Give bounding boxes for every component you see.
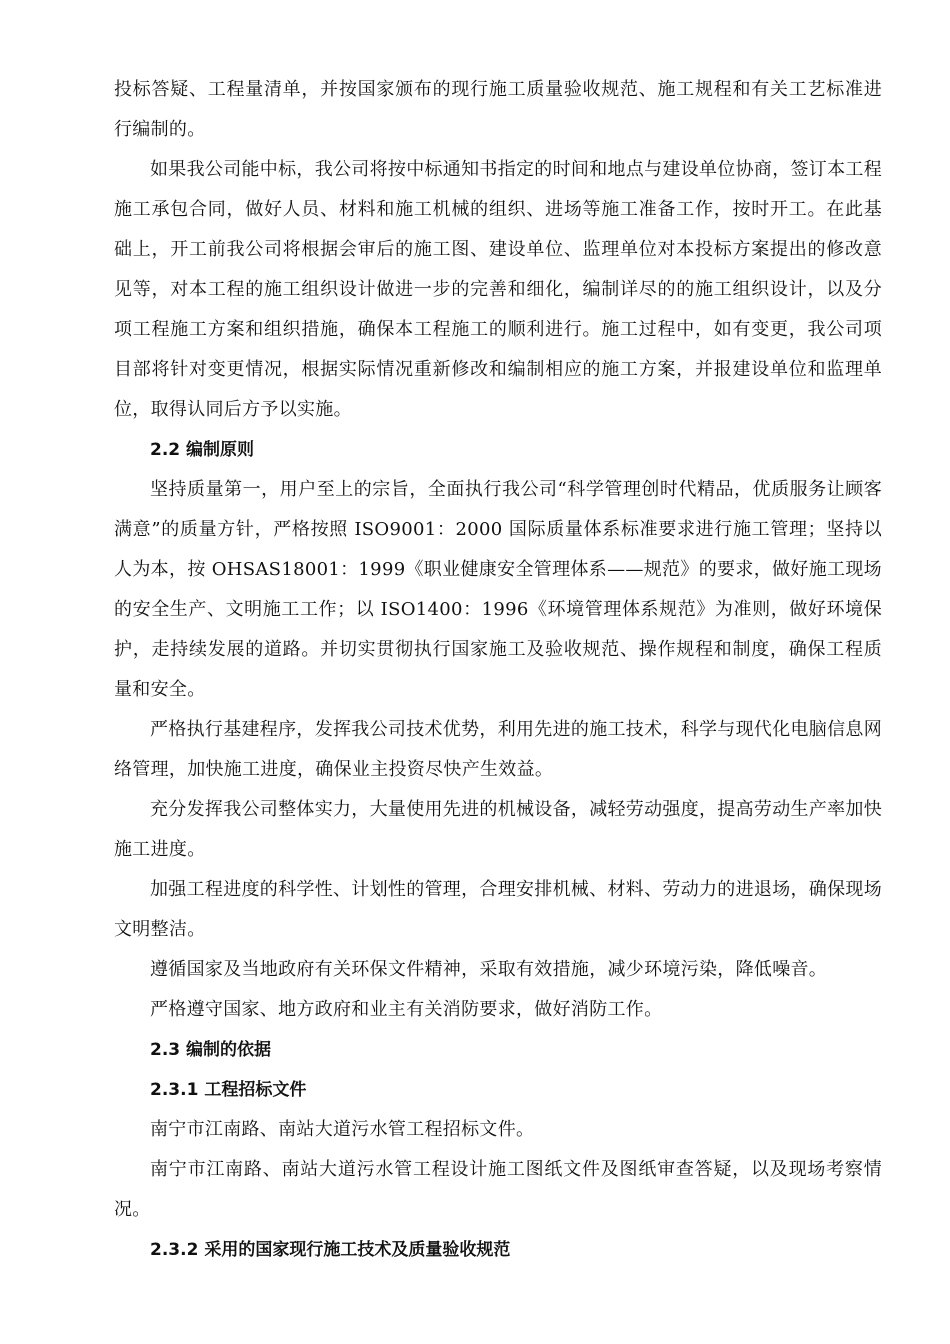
- paragraph-construction-procedure: 严格执行基建程序，发挥我公司技术优势，利用先进的施工技术，科学与现代化电脑信息网络管理，加快施工进度，确保业主投资尽快产生效益。: [114, 719, 882, 780]
- paragraph-intro-continued: 投标答疑、工程量清单，并按国家颁布的现行施工质量验收规范、施工规程和有关工艺标准进行编制的。: [114, 79, 882, 140]
- paragraph-fire-safety: 严格遵守国家、地方政府和业主有关消防要求，做好消防工作。: [150, 999, 663, 1020]
- heading-compilation-principles: 2.2 编制原则: [150, 440, 255, 460]
- heading-compilation-basis: 2.3 编制的依据: [150, 1040, 272, 1060]
- heading-national-standards: 2.3.2 采用的国家现行施工技术及质量验收规范: [150, 1240, 511, 1260]
- document-page: [114, 70, 882, 1270]
- paragraph-bid-commitment: 如果我公司能中标，我公司将按中标通知书指定的时间和地点与建设单位协商，签订本工程施工承包合同，做好人员、材料和施工机械的组织、进场等施工准备工作，按时开工。在此基础上，开工前我公司将根据会审后的施工图、建设单位、监理单位对本投标方案提出的修改意见等，对本工程的施工组织设计做进一步的完善和细化，编制详尽的的施工组织设计，以及分项工程施工方案和组织措施，确保本工程施工的顺利进行。施工过程中，如有变更，我公司项目部将针对变更情况，根据实际情况重新修改和编制相应的施工方案，并报建设单位和监理单位，取得认同后方予以实施。: [114, 159, 882, 420]
- paragraph-tender-file: 南宁市江南路、南站大道污水管工程招标文件。: [150, 1119, 535, 1140]
- paragraph-environment: 遵循国家及当地政府有关环保文件精神，采取有效措施，减少环境污染，降低噪音。: [150, 959, 828, 980]
- paragraph-design-drawings: 南宁市江南路、南站大道污水管工程设计施工图纸文件及图纸审查答疑，以及现场考察情况。: [114, 1159, 882, 1220]
- heading-tender-documents: 2.3.1 工程招标文件: [150, 1080, 307, 1100]
- paragraph-machinery: 充分发挥我公司整体实力，大量使用先进的机械设备，减轻劳动强度，提高劳动生产率加快施工进度。: [114, 799, 882, 860]
- paragraph-schedule-management: 加强工程进度的科学性、计划性的管理，合理安排机械、材料、劳动力的进退场，确保现场文明整洁。: [114, 879, 882, 940]
- paragraph-quality-policy: 坚持质量第一，用户至上的宗旨，全面执行我公司“科学管理创时代精品，优质服务让顾客满意”的质量方针，严格按照 ISO9001：2000 国际质量体系标准要求进行施工管理；坚持以人为本，按 OHSAS18001：1999《职业健康安全管理体系——规范》的要求，做好施工现场的安全生产、文明施工工作；以 ISO1400：1996《环境管理体系规范》为准则，做好环境保护，走持续发展的道路。并切实贯彻执行国家施工及验收规范、操作规程和制度，确保工程质量和安全。: [114, 479, 882, 700]
